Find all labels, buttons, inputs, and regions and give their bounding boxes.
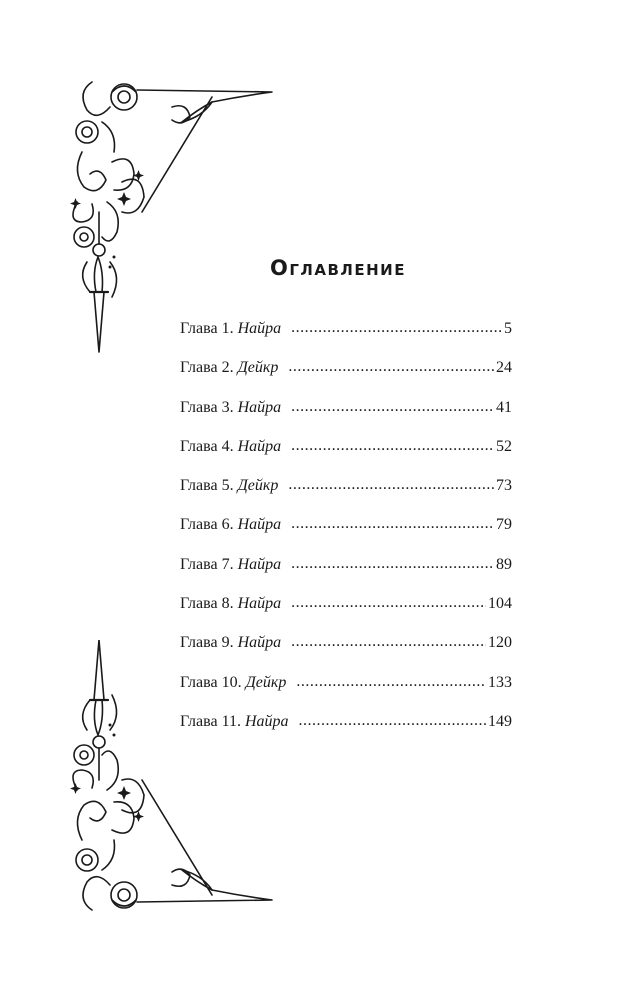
toc-entry[interactable] — [180, 674, 512, 713]
chapter-label: Глава 7. — [180, 555, 234, 573]
page-number: 89 — [496, 555, 512, 573]
chapter-title: Найра — [237, 398, 282, 416]
toc-entry[interactable] — [180, 320, 512, 359]
chapter-title: Найра — [237, 595, 282, 613]
page-number: 41 — [496, 398, 512, 416]
chapter-label: Глава 5. — [180, 477, 234, 495]
chapter-title: Найра — [237, 634, 282, 652]
page-number: 149 — [488, 712, 512, 730]
page-number: 79 — [496, 516, 512, 534]
page-number: 104 — [488, 595, 512, 613]
page-title: Оглавление — [270, 256, 406, 280]
page-number: 73 — [496, 477, 512, 495]
dot-leader — [291, 555, 494, 573]
chapter-label: Глава 10. — [180, 673, 242, 691]
chapter-title: Дейкр — [245, 673, 287, 691]
dot-leader — [291, 594, 486, 612]
toc-entry[interactable] — [180, 438, 512, 477]
page-number: 24 — [496, 359, 512, 377]
chapter-title: Дейкр — [237, 477, 279, 495]
chapter-label: Глава 8. — [180, 595, 234, 613]
dot-leader — [288, 358, 494, 376]
dot-leader — [296, 673, 486, 691]
toc-entry[interactable] — [180, 399, 512, 438]
toc-entry[interactable] — [180, 595, 512, 634]
dot-leader — [288, 476, 494, 494]
chapter-label: Глава 2. — [180, 359, 234, 377]
chapter-title: Найра — [237, 320, 282, 337]
toc-entry[interactable] — [180, 516, 512, 555]
toc-entry[interactable] — [180, 477, 512, 516]
toc-entry[interactable] — [180, 713, 512, 752]
page-number: 120 — [488, 634, 512, 652]
dot-leader — [291, 319, 502, 337]
chapter-title: Найра — [244, 712, 289, 730]
dot-leader — [291, 437, 494, 455]
toc-entry[interactable] — [180, 634, 512, 673]
dot-leader — [291, 515, 494, 533]
dot-leader — [291, 633, 486, 651]
page-number: 52 — [496, 437, 512, 455]
chapter-title: Найра — [237, 437, 282, 455]
table-of-contents — [180, 320, 512, 752]
dot-leader — [299, 712, 486, 730]
chapter-title: Найра — [237, 516, 282, 534]
chapter-label: Глава 3. — [180, 398, 234, 416]
toc-entry[interactable] — [180, 359, 512, 398]
chapter-title: Дейкр — [237, 359, 279, 377]
toc-entry[interactable] — [180, 556, 512, 595]
chapter-title: Найра — [237, 555, 282, 573]
chapter-label: Глава 4. — [180, 437, 234, 455]
dot-leader — [291, 398, 494, 416]
chapter-label: Глава 11. — [180, 712, 241, 730]
chapter-label: Глава 6. — [180, 516, 234, 534]
page-number: 133 — [488, 673, 512, 691]
page-number: 5 — [504, 320, 512, 337]
floral-dagger-corner-icon — [62, 62, 282, 362]
chapter-label: Глава 9. — [180, 634, 234, 652]
chapter-label: Глава 1. — [180, 320, 234, 337]
